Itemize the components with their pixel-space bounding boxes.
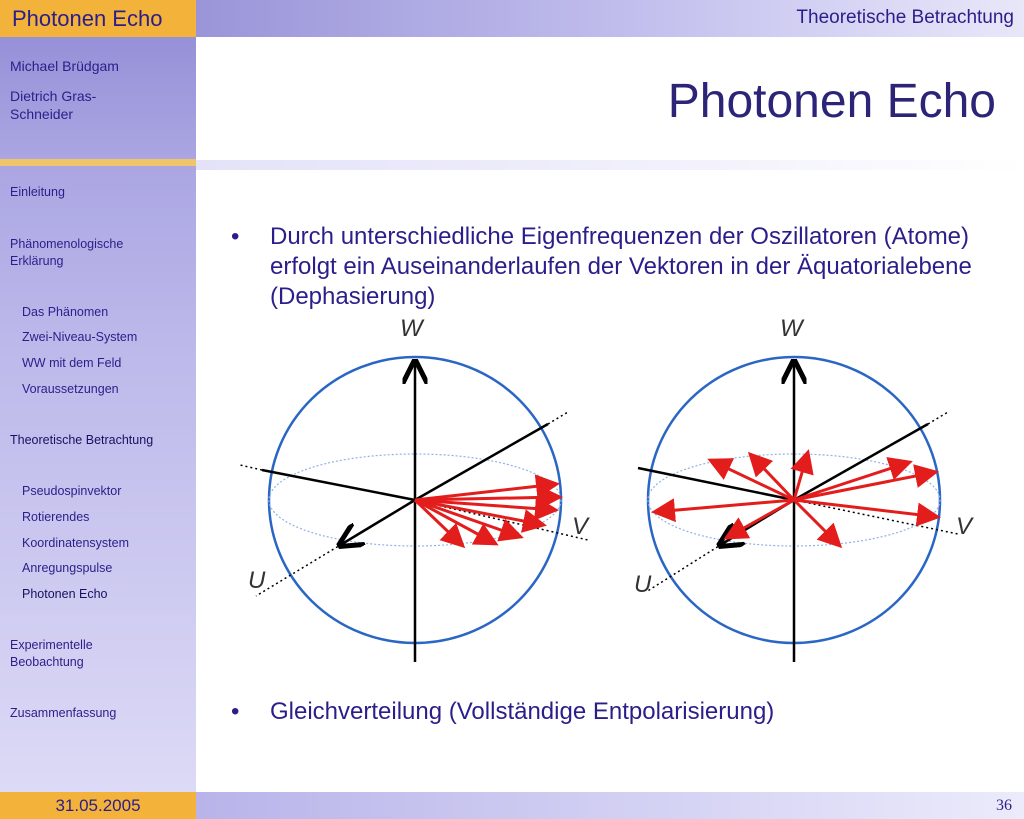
back-axis xyxy=(638,468,794,500)
axis-label-u: U xyxy=(248,567,266,594)
page-number: 36 xyxy=(996,797,1012,814)
dephasing-vectors xyxy=(415,484,560,546)
bullet-marker: • xyxy=(231,223,240,250)
sidebar-item-rotierendes[interactable]: Rotierendes xyxy=(22,510,90,524)
top-bar xyxy=(196,0,1024,37)
sidebar-item-zwei-niveau-system[interactable]: Zwei-Niveau-System xyxy=(22,330,138,344)
u-axis-arrow xyxy=(342,500,415,544)
bullet-text-dephasing: Durch unterschiedliche Eigenfrequenzen der Oszillatoren (Atome) erfolgt ein Auseinanderlaufen der Vektoren in der Äquatorialebene (Dephasierung) xyxy=(270,223,972,310)
sidebar-item-phaenomenologische-erklaerung[interactable]: Phänomenologische Erklärung xyxy=(10,237,124,268)
axis-label-u: U xyxy=(634,571,652,598)
bullet-text-uniform: Gleichverteilung (Vollständige Entpolarisierung) xyxy=(270,698,775,725)
sidebar-item-anregungspulse[interactable]: Anregungspulse xyxy=(22,561,113,575)
author-name: Dietrich Gras-Schneider xyxy=(10,88,97,122)
sidebar-item-pseudospinvektor[interactable]: Pseudospinvektor xyxy=(22,484,122,498)
bullet-marker: • xyxy=(231,698,240,725)
back-axis xyxy=(262,470,415,500)
sidebar-item-koordinatensystem[interactable]: Koordinatensystem xyxy=(22,536,130,550)
section-title: Theoretische Betrachtung xyxy=(796,7,1014,28)
footer-bar xyxy=(196,792,1024,819)
sidebar-item-einleitung[interactable]: Einleitung xyxy=(10,185,65,199)
sidebar-item-experimentelle-beobachtung[interactable]: Experimentelle Beobachtung xyxy=(10,638,93,669)
sidebar-item-photonen-echo[interactable]: Photonen Echo xyxy=(22,587,108,601)
footer-date: 31.05.2005 xyxy=(0,792,196,819)
author-name: Michael Brüdgam xyxy=(10,58,119,74)
sidebar-item-zusammenfassung[interactable]: Zusammenfassung xyxy=(10,706,117,720)
axis-label-w: W xyxy=(400,315,423,342)
sidebar-item-voraussetzungen[interactable]: Voraussetzungen xyxy=(22,382,119,396)
sidebar-item-ww-mit-dem-feld[interactable]: WW mit dem Feld xyxy=(22,356,122,370)
bloch-sphere-dephasing xyxy=(238,312,608,672)
sidebar-item-theoretische-betrachtung[interactable]: Theoretische Betrachtung xyxy=(10,433,154,447)
brand-title: Photonen Echo xyxy=(0,0,196,37)
axis-label-v: V xyxy=(956,513,973,540)
page-title: Photonen Echo xyxy=(667,75,996,128)
bloch-sphere-uniform xyxy=(618,312,988,672)
sidebar-divider xyxy=(0,159,196,166)
axis-label-v: V xyxy=(572,513,589,540)
sidebar-item-das-phaenomen[interactable]: Das Phänomen xyxy=(22,305,109,319)
axis-label-w: W xyxy=(780,315,803,342)
title-underline xyxy=(196,160,1024,170)
authors-panel xyxy=(0,37,196,159)
